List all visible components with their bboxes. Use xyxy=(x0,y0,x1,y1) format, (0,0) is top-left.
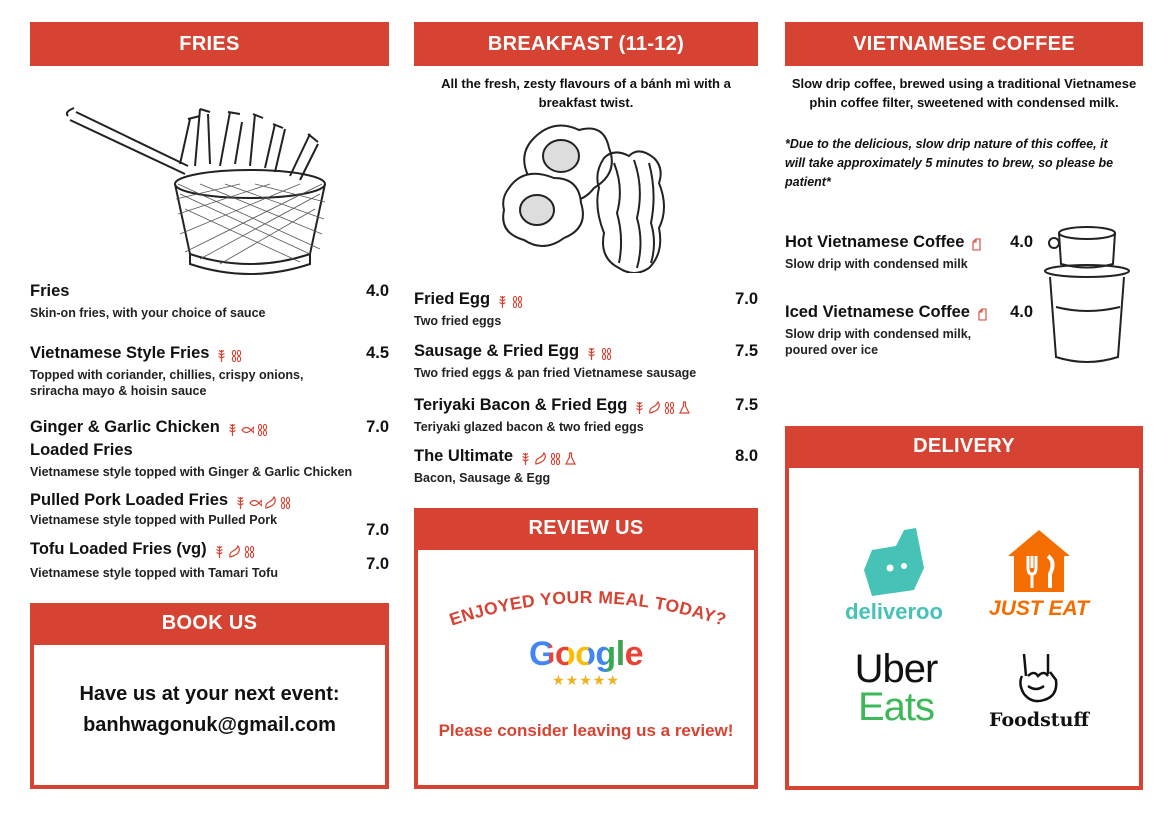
milk-allergen-icon xyxy=(976,308,989,322)
foodstuff-wordmark: Foodstuff xyxy=(989,709,1089,731)
breakfast-intro: breakfast twist. xyxy=(538,95,634,110)
menu-item-fried-egg xyxy=(414,290,758,329)
milk-allergen-icon xyxy=(970,238,983,252)
sesame-allergen-icon xyxy=(511,295,524,309)
eggs-and-bacon-illustration xyxy=(499,118,679,273)
foodstuff-logo[interactable] xyxy=(979,650,1099,731)
sesame-allergen-icon xyxy=(549,452,562,466)
menu-item-the-ultimate xyxy=(414,447,758,486)
book-us-text: Have us at your next event: xyxy=(79,683,340,705)
uber-wordmark: Uber xyxy=(854,647,938,691)
item-price: 4.0 xyxy=(1010,303,1033,321)
soy-allergen-icon xyxy=(264,496,277,510)
coffee-intro: phin coffee filter, sweetened with condensed milk. xyxy=(809,95,1119,110)
wheat-allergen-icon xyxy=(234,496,247,510)
item-name: Pulled Pork Loaded Fries xyxy=(30,491,229,509)
item-price: 7.0 xyxy=(366,418,389,436)
sesame-allergen-icon xyxy=(256,423,269,437)
item-name: Teriyaki Bacon & Fried Egg xyxy=(414,396,628,414)
coffee-intro: Slow drip coffee, brewed using a traditional Vietnamese xyxy=(791,76,1137,91)
item-name: Vietnamese Style Fries xyxy=(30,344,210,362)
item-name: Fried Egg xyxy=(414,290,491,308)
svg-text:ENJOYED YOUR MEAL TODAY? xyxy=(447,587,729,630)
item-price: 7.5 xyxy=(735,342,758,360)
soy-allergen-icon xyxy=(534,452,547,466)
item-name: Iced Vietnamese Coffee xyxy=(785,303,970,321)
item-description: Two fried eggs xyxy=(414,314,502,328)
item-description: Slow drip with condensed milk, xyxy=(785,327,972,341)
delivery-banner: DELIVERY xyxy=(785,426,1143,468)
item-description: poured over ice xyxy=(785,343,879,357)
item-description: Vietnamese style topped with Tamari Tofu xyxy=(30,566,278,580)
breakfast-column xyxy=(414,22,758,740)
item-price: 4.0 xyxy=(366,282,389,300)
deliveroo-wordmark: deliveroo xyxy=(845,599,943,624)
item-description: Two fried eggs & pan fried Vietnamese sausage xyxy=(414,366,697,380)
wheat-allergen-icon xyxy=(633,401,646,415)
sulphite-allergen-icon xyxy=(564,452,577,466)
review-cta[interactable]: Please consider leaving us a review! xyxy=(438,721,734,740)
review-us-box xyxy=(414,508,758,789)
fries-banner: FRIES xyxy=(30,22,389,66)
item-description: sriracha mayo & hoisin sauce xyxy=(30,384,207,398)
breakfast-intro: All the fresh, zesty flavours of a bánh mì with a xyxy=(441,76,731,91)
wheat-allergen-icon xyxy=(585,347,598,361)
star-rating: ★★★★★ xyxy=(552,672,620,688)
wheat-allergen-icon xyxy=(226,423,239,437)
deliveroo-logo[interactable] xyxy=(839,528,949,625)
item-price: 7.0 xyxy=(366,555,389,573)
menu-item-tofu-loaded-fries xyxy=(30,540,389,581)
sesame-allergen-icon xyxy=(663,401,676,415)
item-name-line2: Loaded Fries xyxy=(30,441,133,459)
menu-item-iced-vietnamese-coffee xyxy=(785,303,1033,358)
menu-item-teriyaki-bacon-fried-egg xyxy=(414,396,758,435)
google-wordmark: Google xyxy=(528,635,644,673)
item-description: Teriyaki glazed bacon & two fried eggs xyxy=(414,420,644,434)
item-description: Bacon, Sausage & Egg xyxy=(414,471,551,485)
just-eat-wordmark: JUST EAT xyxy=(989,597,1089,620)
sulphite-allergen-icon xyxy=(678,401,691,415)
book-us-box xyxy=(30,603,389,789)
item-name: Fries xyxy=(30,282,70,300)
menu-item-fries xyxy=(30,282,389,321)
rock-hand-icon xyxy=(1014,650,1064,706)
wheat-allergen-icon xyxy=(496,295,509,309)
menu-item-vietnamese-style-fries xyxy=(30,344,389,399)
wheat-allergen-icon xyxy=(213,545,226,559)
item-name: Sausage & Fried Egg xyxy=(414,342,580,360)
item-price: 4.0 xyxy=(1010,233,1033,251)
item-description: Topped with coriander, chillies, crispy onions, xyxy=(30,368,304,382)
item-name: Ginger & Garlic Chicken xyxy=(30,418,220,436)
phin-coffee-filter-illustration xyxy=(1040,219,1135,369)
breakfast-banner: BREAKFAST (11-12) xyxy=(414,22,758,66)
menu-item-pulled-pork-loaded-fries xyxy=(30,491,389,539)
item-price: 4.5 xyxy=(366,344,389,362)
item-price: 7.0 xyxy=(366,521,389,539)
sesame-allergen-icon xyxy=(279,496,292,510)
book-us-email-link[interactable]: banhwagonuk@gmail.com xyxy=(83,714,336,736)
item-name: The Ultimate xyxy=(414,447,514,465)
coffee-banner: VIETNAMESE COFFEE xyxy=(785,22,1143,66)
wheat-allergen-icon xyxy=(519,452,532,466)
just-eat-house-icon xyxy=(1004,526,1074,596)
item-description: Slow drip with condensed milk xyxy=(785,257,968,271)
uber-eats-logo[interactable] xyxy=(841,647,951,729)
fish-allergen-icon xyxy=(249,496,262,510)
wheat-allergen-icon xyxy=(215,349,228,363)
review-us-banner: REVIEW US xyxy=(414,508,758,550)
item-description: Vietnamese style topped with Ginger & Garlic Chicken xyxy=(30,465,353,479)
eats-wordmark: Eats xyxy=(857,685,935,729)
coffee-note: will take approximately 5 minutes to brew, so please be xyxy=(785,156,1114,170)
coffee-note: *Due to the delicious, slow drip nature of this coffee, it xyxy=(785,137,1108,151)
coffee-column xyxy=(785,22,1143,731)
item-price: 7.5 xyxy=(735,396,758,414)
sesame-allergen-icon xyxy=(230,349,243,363)
coffee-note: patient* xyxy=(785,175,831,189)
review-headline-arc xyxy=(418,568,754,638)
item-name: Tofu Loaded Fries (vg) xyxy=(30,540,207,558)
sesame-allergen-icon xyxy=(600,347,613,361)
item-name: Hot Vietnamese Coffee xyxy=(785,233,965,251)
google-logo xyxy=(418,636,754,672)
item-description: Skin-on fries, with your choice of sauce xyxy=(30,306,266,320)
deliveroo-kangaroo-icon xyxy=(858,528,930,596)
soy-allergen-icon xyxy=(648,401,661,415)
just-eat-logo[interactable] xyxy=(985,526,1093,621)
item-description: Vietnamese style topped with Pulled Pork xyxy=(30,513,278,527)
fries-basket-illustration xyxy=(60,84,330,284)
book-us-banner: BOOK US xyxy=(30,603,389,645)
menu-item-hot-vietnamese-coffee xyxy=(785,233,1033,272)
menu-item-ginger-garlic-chicken-loaded-fries xyxy=(30,418,389,480)
delivery-box xyxy=(785,426,1143,790)
item-price: 7.0 xyxy=(735,290,758,308)
menu-item-sausage-fried-egg xyxy=(414,342,758,381)
review-headline: ENJOYED YOUR MEAL TODAY? xyxy=(446,586,729,630)
fries-column xyxy=(30,22,389,736)
item-price: 8.0 xyxy=(735,447,758,465)
fish-allergen-icon xyxy=(241,423,254,437)
sesame-allergen-icon xyxy=(243,545,256,559)
soy-allergen-icon xyxy=(228,545,241,559)
